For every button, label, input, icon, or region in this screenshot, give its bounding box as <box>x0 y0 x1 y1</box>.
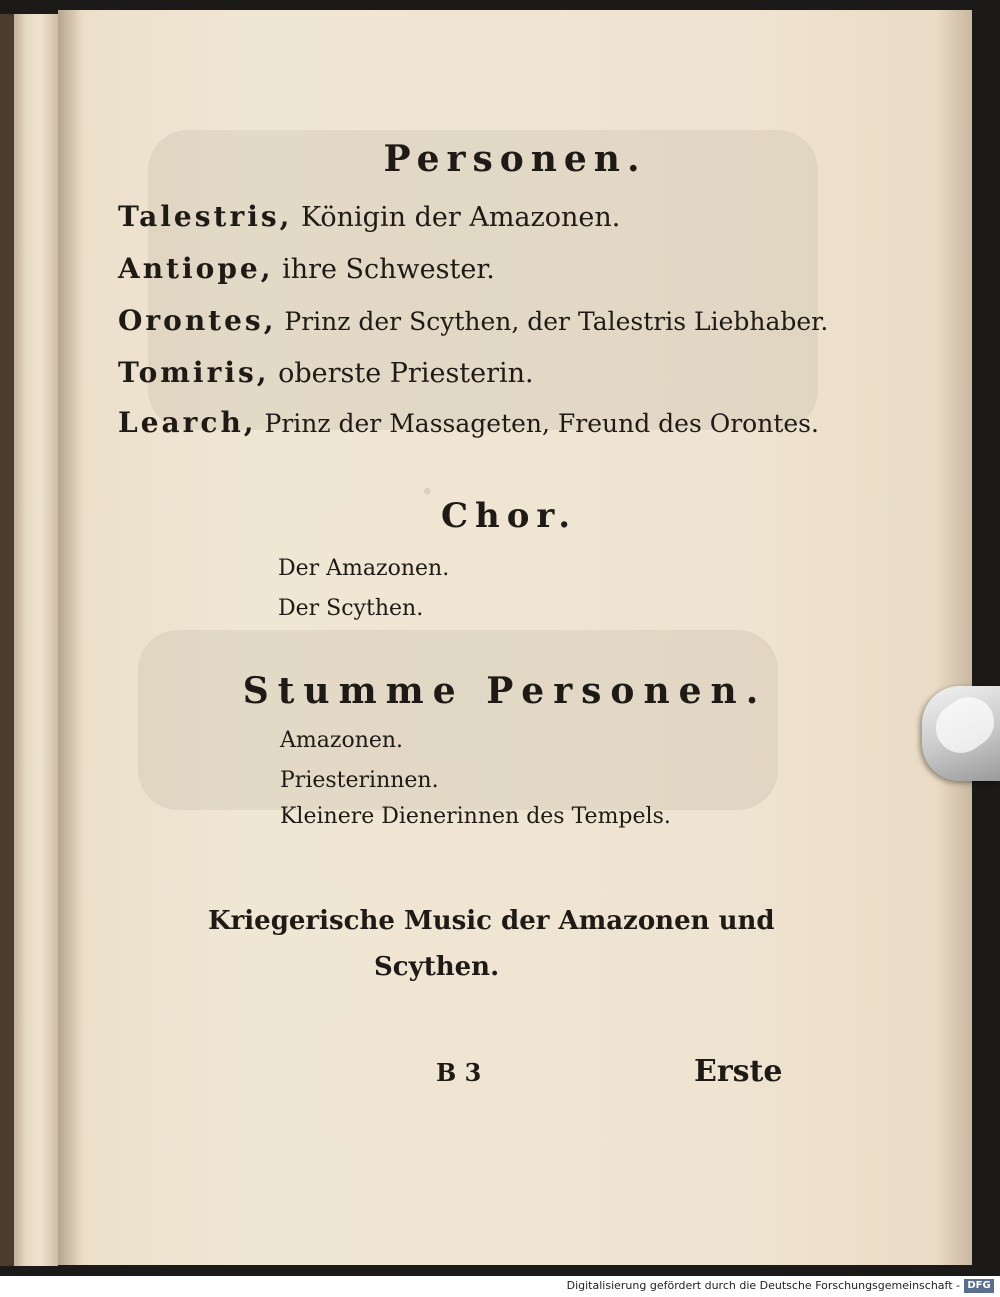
bleed-through-text-1: · <box>418 461 441 523</box>
chor-heading: Chor. <box>440 496 578 536</box>
stumme-heading: Stumme Personen. <box>242 670 768 712</box>
page-heading: Personen. <box>383 138 647 180</box>
role-description: Prinz der Scythen, der Talestris Liebhaber. <box>284 307 829 336</box>
book-page <box>58 10 972 1265</box>
stumme-item: Kleinere Dienerinnen des Tempels. <box>280 804 671 829</box>
digitization-footer <box>0 1276 1000 1297</box>
chor-item: Der Scythen. <box>278 596 424 621</box>
dfg-logo-icon: DFG <box>964 1279 994 1293</box>
bleed-through-vignette <box>138 630 778 810</box>
catchword: Erste <box>694 1054 783 1089</box>
role-line-orontes <box>118 304 828 337</box>
funding-notice: Digitalisierung gefördert durch die Deutsche Forschungsgemeinschaft - <box>566 1279 960 1292</box>
role-name: Talestris, <box>118 200 293 233</box>
role-name: Tomiris, <box>118 356 270 389</box>
role-line-antiope <box>118 252 495 285</box>
page-gutter-shadow <box>58 10 82 1265</box>
role-description: oberste Priesterin. <box>278 358 534 389</box>
role-description: Königin der Amazonen. <box>300 202 621 233</box>
music-line-1: Kriegerische Music der Amazonen und <box>208 906 775 936</box>
role-line-tomiris <box>118 356 534 389</box>
music-line-2: Scythen. <box>374 952 500 982</box>
stumme-item: Priesterinnen. <box>280 768 439 793</box>
role-line-learch <box>118 406 819 439</box>
role-name: Learch, <box>118 406 257 439</box>
role-description: Prinz der Massageten, Freund des Orontes. <box>264 409 819 438</box>
role-name: Orontes, <box>118 304 277 337</box>
left-binding-shadow <box>0 14 14 1266</box>
role-name: Antiope, <box>118 252 274 285</box>
role-line-talestris <box>118 200 620 233</box>
role-description: ihre Schwester. <box>282 254 495 285</box>
stumme-item: Amazonen. <box>280 728 404 753</box>
chor-item: Der Amazonen. <box>278 556 450 581</box>
signature-mark: B 3 <box>436 1058 482 1087</box>
